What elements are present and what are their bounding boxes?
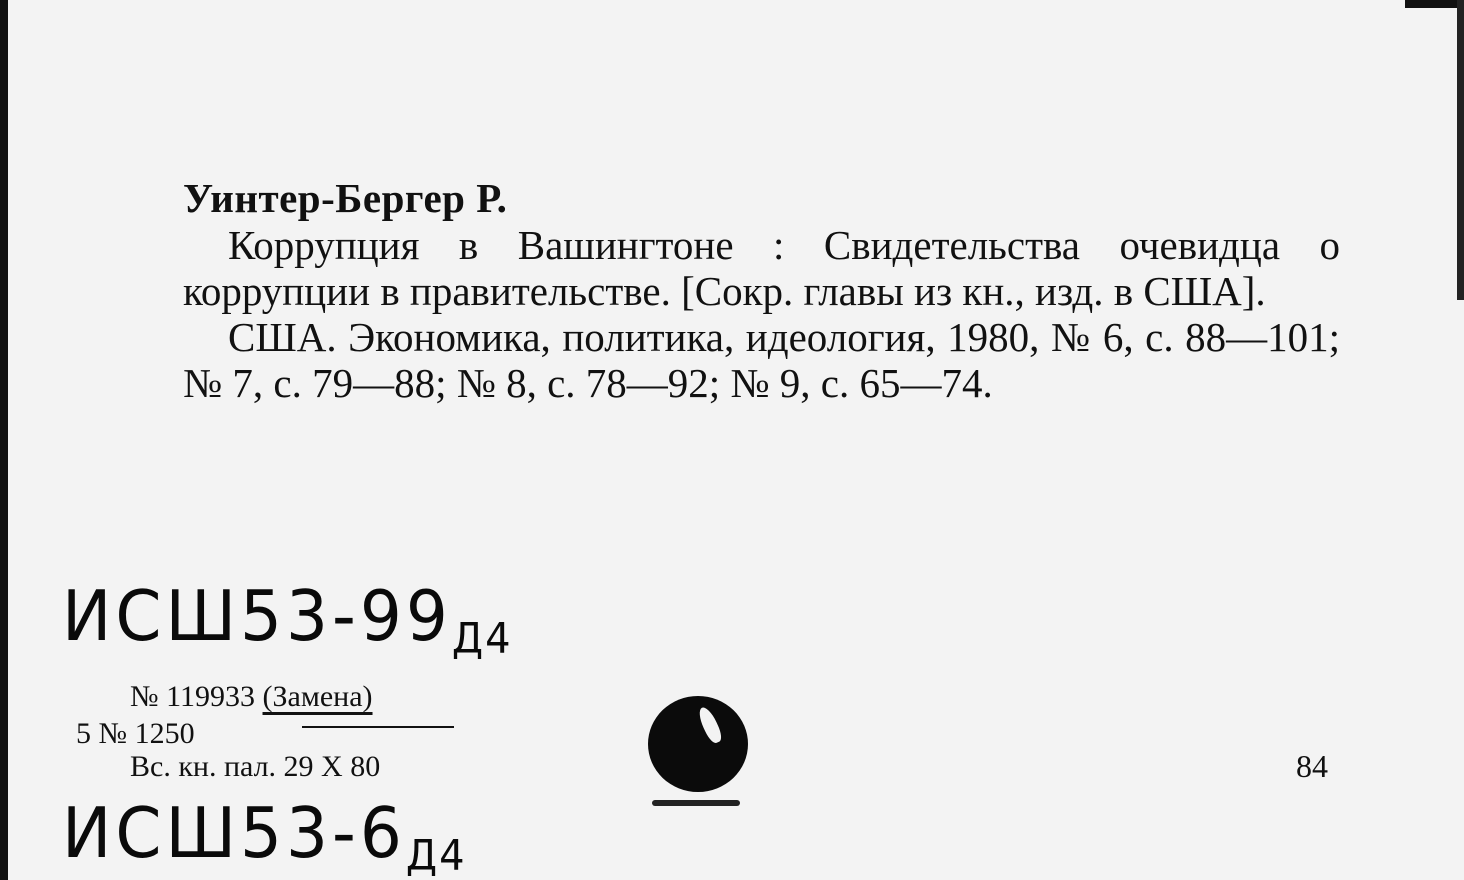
- chamber-date: Вс. кн. пал. 29 X 80: [130, 750, 381, 783]
- source-paragraph: США. Экономика, политика, идеология, 1980, № 6, с. 88—101; № 7, с. 79—88; № 8, с. 78—92; № 9, с. 65—74.: [183, 314, 1340, 406]
- punch-hole-shadow: [652, 800, 740, 806]
- underline-rule: [302, 726, 454, 728]
- bibliographic-description: [183, 222, 1340, 406]
- card-number: 84: [1296, 748, 1328, 784]
- inventory-number: [130, 680, 373, 714]
- scan-edge-left: [0, 0, 8, 880]
- author-heading: Уинтер-Бергер Р.: [183, 175, 508, 221]
- call-number-1-sub: Д4: [451, 614, 513, 664]
- call-number-2-main: ИСШ53-6: [62, 792, 406, 874]
- replacement-note: (Замена): [262, 680, 373, 713]
- scan-edge-right: [1457, 0, 1464, 300]
- handwritten-call-number-1: [62, 576, 513, 663]
- call-number-1-main: ИСШ53-99: [62, 575, 452, 657]
- scan-edge-top: [1405, 0, 1464, 8]
- inventory-number-text: № 119933: [130, 680, 256, 713]
- order-number: 5 № 1250: [76, 717, 195, 750]
- call-number-2-sub: Д4: [405, 831, 467, 880]
- punch-hole: [648, 696, 748, 792]
- title-paragraph: Коррупция в Вашингтоне : Свидетельства очевидца о коррупции в правительстве. [Сокр. главы из кн., изд. в США].: [183, 222, 1340, 314]
- handwritten-call-number-2: [62, 793, 467, 880]
